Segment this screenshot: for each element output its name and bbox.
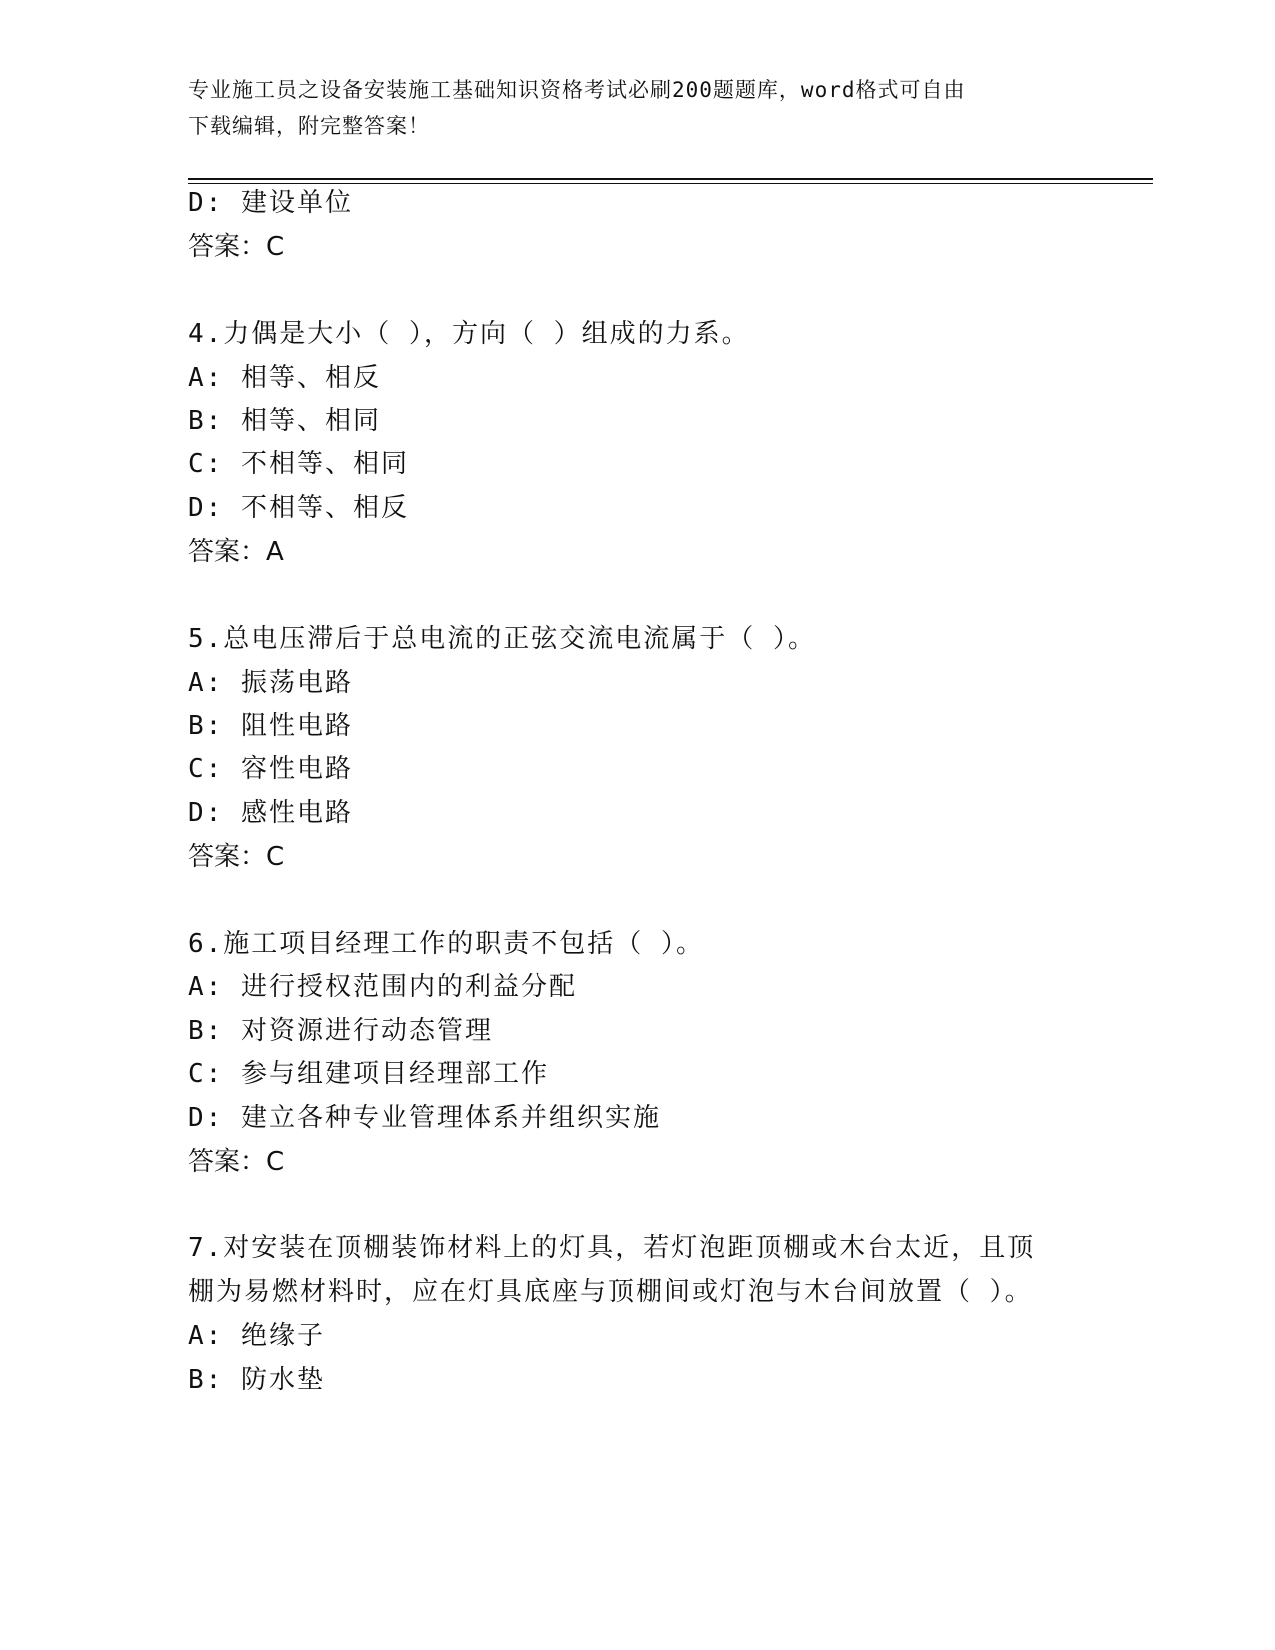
question-7-option-b: B: 防水垫	[188, 1365, 325, 1395]
question-7-stem-line-1: 7.对安装在顶棚装饰材料上的灯具，若灯泡距顶棚或木台太近，且顶	[188, 1233, 1036, 1263]
question-5-option-b: B: 阻性电路	[188, 711, 353, 741]
header-divider-thin	[188, 183, 1153, 184]
question-4-option-b: B: 相等、相同	[188, 406, 381, 436]
question-5-option-d: D: 感性电路	[188, 798, 353, 828]
question-6-option-b: B: 对资源进行动态管理	[188, 1016, 493, 1046]
question-4-option-c: C: 不相等、相同	[188, 449, 409, 479]
question-7-stem-line-2: 棚为易燃材料时，应在灯具底座与顶棚间或灯泡与木台间放置（ ）。	[188, 1277, 1033, 1307]
header-line-1: 专业施工员之设备安装施工基础知识资格考试必刷200题题库，word格式可自由	[188, 78, 966, 102]
question-7-option-a: A: 绝缘子	[188, 1321, 325, 1351]
header-line-2: 下载编辑，附完整答案！	[188, 114, 430, 138]
question-5-option-a: A: 振荡电路	[188, 668, 353, 698]
question-5-stem: 5.总电压滞后于总电流的正弦交流电流属于（ ）。	[188, 624, 816, 654]
question-5-option-c: C: 容性电路	[188, 754, 353, 784]
question-4-stem: 4.力偶是大小（ ），方向（ ）组成的力系。	[188, 319, 750, 349]
question-6-answer: 答案：C	[188, 1147, 285, 1177]
question-6-option-c: C: 参与组建项目经理部工作	[188, 1059, 549, 1089]
header-divider-thick	[188, 178, 1153, 180]
question-6-option-d: D: 建立各种专业管理体系并组织实施	[188, 1103, 661, 1133]
prev-option-d: D: 建设单位	[188, 188, 353, 218]
prev-answer: 答案：C	[188, 232, 285, 262]
question-5-answer: 答案：C	[188, 842, 285, 872]
question-4-option-d: D: 不相等、相反	[188, 493, 409, 523]
document-header	[188, 72, 1088, 144]
question-6-stem: 6.施工项目经理工作的职责不包括（ ）。	[188, 929, 704, 959]
question-4-option-a: A: 相等、相反	[188, 363, 381, 393]
question-4-answer: 答案：A	[188, 537, 284, 567]
question-6-option-a: A: 进行授权范围内的利益分配	[188, 972, 577, 1002]
